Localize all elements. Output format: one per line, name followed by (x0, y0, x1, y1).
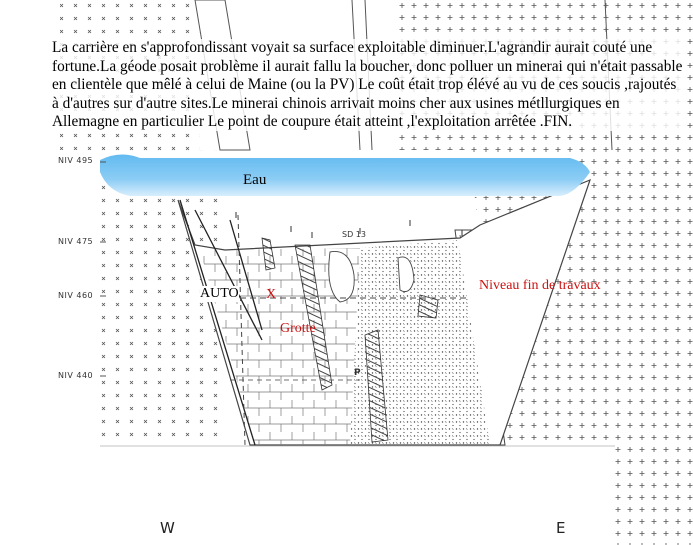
auto-label: AUTO (200, 286, 239, 301)
niveau-fin-label: Niveau fin de travaux (479, 278, 601, 293)
water-body (100, 154, 590, 196)
level-label-475: NIV 475 (58, 237, 94, 246)
compass-west: W (160, 519, 175, 537)
description-paragraph: La carrière en s'approfondissant voyait sa surface exploitable diminuer.L'agrandir aurait couté une fortune.La géode posait problème il aurait fallu la boucher, donc polluer un minerai qui n'était passable en clientèle que mêlé à celui de Maine (ou la PV) Le coût était trop élévé au vu de ces soucis ,rajoutés à d'autres sur d'autre sites.Le minerai chinois arrivait moins cher aux usines métllurgiques en Allemagne en particulier Le point de coupure était atteint ,l'exploitation arrêtée .FIN. (52, 39, 683, 130)
grotte-label: Grotte (280, 321, 316, 336)
water-label: Eau (243, 172, 267, 188)
level-label-460: NIV 460 (58, 291, 94, 300)
annotation-sd13: SD 13 (342, 230, 366, 239)
compass-east: E (556, 519, 566, 537)
level-label-440: NIV 440 (58, 371, 94, 380)
level-label-495: NIV 495 (58, 156, 94, 165)
x-mark: X (266, 287, 277, 302)
annotation-p: P (354, 368, 361, 378)
